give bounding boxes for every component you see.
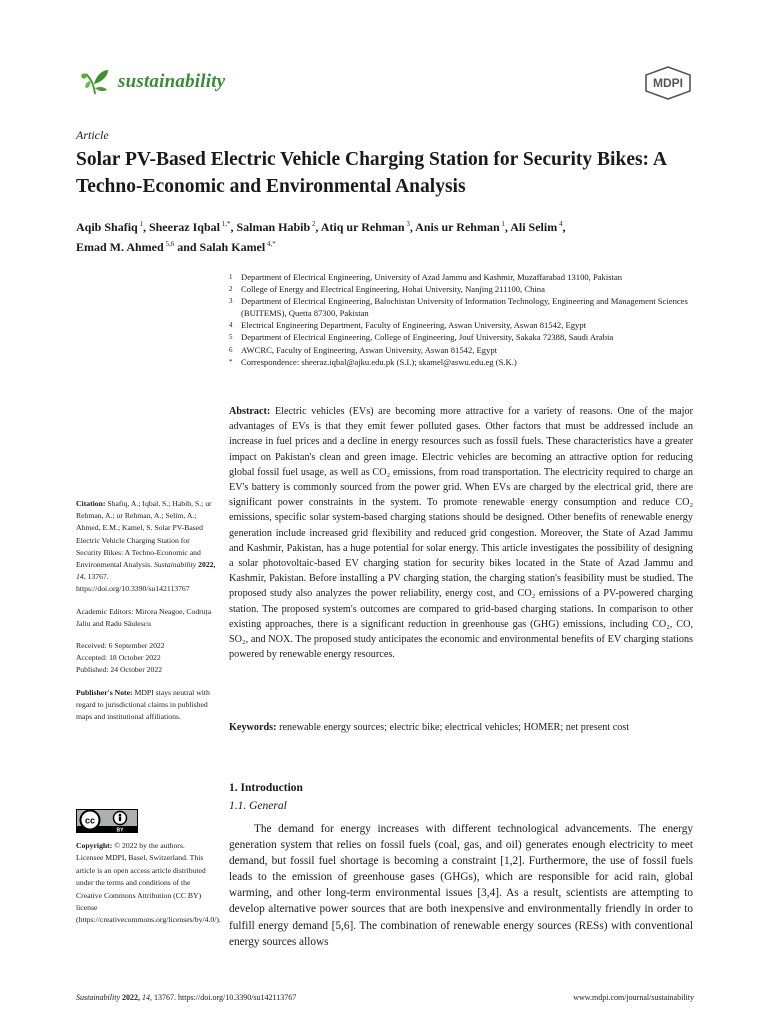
author-list: Aqib Shafiq $^1$, Sheeraz Iqbal $^{1,*}$, Salman Habib $^2$, Atiq ur Rehman $^3$, Anis ur Rehman $^1$, Ali Selim $^4$, Emad M. Ahmed $^{5,6}$ and Salah Kamel $^{4,*}$ [76, 220, 566, 254]
academic-editors: Academic Editors: Mircea Neagoe, Codruța Jaliu and Radu Săulescu [76, 606, 212, 628]
dates-block [76, 640, 216, 677]
article-type: Article [76, 128, 109, 142]
affiliation-item [228, 331, 698, 343]
author-affiliation-mark: 4 [557, 220, 563, 228]
svg-text:BY: BY [116, 827, 124, 833]
abstract-label: Abstract: [229, 406, 271, 417]
article-info-sidebar [76, 498, 216, 733]
journal-name: sustainability [118, 71, 226, 92]
affiliation-number: * [229, 357, 233, 366]
footer-year: 2022, [122, 993, 140, 1002]
citation-page: 13767. [87, 572, 109, 582]
citation-doi[interactable]: https://doi.org/10.3390/su142113767 [76, 584, 190, 594]
author-affiliation-mark: 3 [404, 220, 410, 228]
paper-title: Solar PV-Based Electric Vehicle Charging Station for Security Bikes: A Techno-Economic and Environmental Analysis [76, 149, 666, 197]
author-name: Atiq ur Rehman [320, 220, 405, 234]
accepted-date: Accepted: 18 October 2022 [76, 653, 161, 663]
keywords-label: Keywords: [229, 722, 277, 733]
affiliation-item [228, 271, 698, 283]
affiliation-text: Department of Electrical Engineering, College of Engineering, Jouf University, Sakaka 72388, Saudi Arabia [241, 332, 614, 343]
citation-text: Shafiq, A.; Iqbal, S.; Habib, S.; ur Rehman, A.; ur Rehman, A.; Selim, A.; Ahmed, E.M.; Kamel, S. Solar PV-Based Electric Vehicle Charging Station for Security Bikes: A Techno-Economic and Environmental Analysis. [76, 499, 212, 570]
author-name: Ali Selim [510, 220, 558, 234]
author-affiliation-mark: 4,* [265, 240, 276, 248]
copyright-label: Copyright: [76, 841, 113, 850]
footer-journal-url[interactable]: www.mdpi.com/journal/sustainability [573, 993, 694, 1002]
affiliation-number: 5 [229, 333, 233, 342]
publisher-note [76, 687, 216, 724]
citation-block [76, 498, 216, 596]
copyright-block [76, 840, 221, 927]
author-affiliation-mark: 1 [499, 220, 505, 228]
publisher-note-label: Publisher's Note: [76, 687, 133, 697]
keywords [229, 720, 693, 735]
footer-volume: 14, [142, 993, 152, 1002]
author-affiliation-mark: 1 [137, 220, 143, 228]
mdpi-logo [643, 66, 693, 100]
author-name: Anis ur Rehman [415, 220, 500, 234]
sustainability-logo-icon [78, 64, 112, 98]
affiliation-text: Electrical Engineering Department, Faculty of Engineering, Aswan University, Aswan 81542, Egypt [241, 320, 587, 331]
affiliation-number: 3 [229, 297, 233, 306]
publisher-note-text: MDPI stays neutral with regard to jurisdictional claims in published maps and institutional affiliations. [76, 687, 210, 722]
affiliation-item [228, 283, 698, 295]
affiliation-item [228, 356, 698, 368]
affiliation-item [228, 319, 698, 331]
svg-text:cc: cc [84, 815, 96, 826]
section-heading-introduction: 1. Introduction [229, 782, 303, 794]
author-name: Sheeraz Iqbal [148, 220, 220, 234]
affiliation-number: 1 [229, 273, 233, 281]
abstract-text: Electric vehicles (EVs) are becoming more attractive for a variety of reasons. One of the major advantages of EVs is that they emit fewer polluted gases. Other factors that must be addressed include an increase in fuel prices and a decline in energy resources such as fossil fuels. These characteristics have a greater impact on Pakistan's clean and green image. Electric vehicles are becoming an attractive option for reducing global fossil fuel usage, as well as CO₂ emissions, from road transportation. The electricity required to charge an EV's battery is commonly sourced from the power grid. When EVs are charged by the electrical grid, there are significant power constraints in the system. To promote renewable energy consumption and reduce CO₂ emissions, specific solar system-based charging stations should be designed. Other benefits of renewable energy generation include increased grid flexibility and reduced grid congestion. Moreover, the State of Azad Jammu and Kashmir, Pakistan, has a huge potential for solar energy. This article investigates the possibility of designing a solar photovoltaic-based EV charging station for security bikes located in the State of Azad Jammu and Kashmir, Pakistan. Before installing a PV charging station, the charging station's feasibility must be studied. The proposed study also analyzes the power reliability, energy cost, and CO₂ emissions of a PV-powered charging station. The proposed system's outcomes are compared to grid-based charging stations. In comparison to other existing approaches, there is a significant reduction in greenhouse gas (GHG) emissions, including CO₂, CO, SO₂, and NOX. The proposed study anticipates the economic and environmental benefits of EV charging stations powered by renewable energy resources. [229, 406, 693, 661]
subsection-heading-general: 1.1. General [229, 800, 287, 812]
affiliation-text: Correspondence: sheeraz.iqbal@ajku.edu.pk (S.I.); skamel@aswu.edu.eg (S.K.) [241, 356, 517, 367]
footer-doi[interactable]: 13767. https://doi.org/10.3390/su142113767 [154, 993, 297, 1002]
citation-volume: 14, [76, 572, 86, 582]
citation-journal: Sustainability [153, 560, 197, 570]
affiliation-item [228, 295, 698, 319]
affiliation-text: AWCRC, Faculty of Engineering, Aswan University, Aswan 81542, Egypt [241, 344, 498, 355]
affiliation-text: College of Energy and Electrical Engineering, Hohai University, Nanjing 211100, China [241, 284, 545, 295]
introduction-paragraph: The demand for energy increases with different technological advancements. The energy generation system that relies on fossil fuels (coal, gas, and oil) generates enough electricity to meet demand, but fossil fuel shortage is becoming a constraint [1,2]. Furthermore, the use of fossil fuels leads to the emission of greenhouse gases (GHGs), which are responsible for acid rain, global warming, and other long-term environmental issues [3,4]. As a result, scientists are attempting to develop alternative power sources that are both inexpensive and environmentally friendly in order to fulfill energy demand [5,6]. The combination of renewable energy sources (RESs) with conventional energy sources allows [229, 823, 693, 948]
affiliation-number: 4 [229, 321, 233, 330]
author-name: Salah Kamel [199, 240, 266, 254]
author-name: Aqib Shafiq [76, 220, 138, 234]
author-affiliation-mark: 5,6 [163, 240, 175, 248]
footer-journal: Sustainability [76, 993, 120, 1002]
citation-label: Citation: [76, 499, 106, 508]
author-name: Salman Habib [236, 220, 311, 234]
affiliation-text: Department of Electrical Engineering, Balochistan University of Information Technology, Engineering and Management Sciences (BUITEMS), Quetta 87300, Pakistan [241, 296, 688, 319]
received-date: Received: 6 September 2022 [76, 641, 165, 651]
footer-citation [76, 993, 296, 1002]
published-date: Published: 24 October 2022 [76, 665, 163, 675]
author-affiliation-mark: 2 [310, 220, 316, 228]
copyright-text: © 2022 by the authors. Licensee MDPI, Basel, Switzerland. This article is an open access article distributed under the terms and conditions of the Creative Commons Attribution (CC BY) license (https://creativecommons.org/licenses/by/4.0/). [76, 841, 221, 925]
publisher-name: MDPI [653, 76, 683, 90]
abstract [229, 404, 693, 662]
affiliation-number: 2 [229, 285, 233, 294]
affiliation-number: 6 [229, 345, 233, 354]
keywords-text: renewable energy sources; electric bike; electrical vehicles; HOMER; net present cost [279, 722, 630, 733]
affiliation-item [228, 344, 698, 356]
affiliation-text: Department of Electrical Engineering, University of Azad Jammu and Kashmir, Muzaffarabad 13100, Pakistan [241, 272, 623, 282]
affiliation-list [228, 271, 698, 368]
author-name: Emad M. Ahmed [76, 240, 164, 254]
cc-by-license-icon[interactable] [76, 809, 138, 833]
author-affiliation-mark: 1,* [219, 220, 231, 228]
citation-year: 2022, [198, 560, 216, 570]
